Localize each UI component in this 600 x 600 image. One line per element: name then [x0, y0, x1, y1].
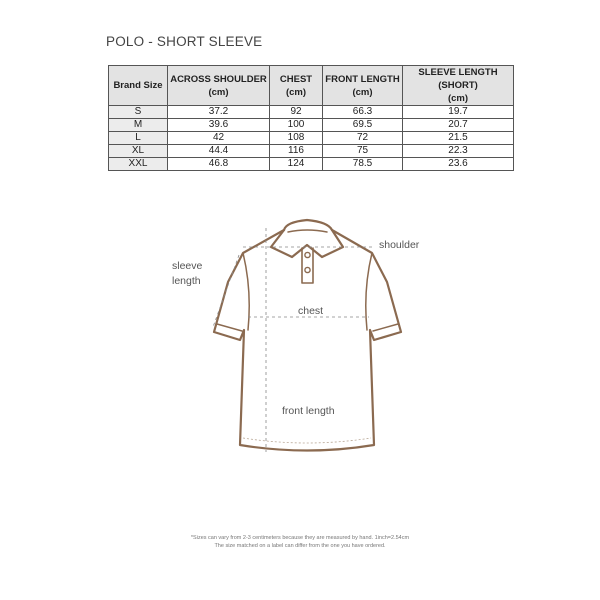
header-unit: (cm) — [208, 86, 229, 98]
header-unit: (cm) — [285, 86, 307, 98]
cell-chest: 124 — [270, 158, 323, 171]
cell-chest: 92 — [270, 106, 323, 119]
polo-button-top — [305, 252, 310, 257]
cell-front-length: 69.5 — [323, 119, 403, 132]
left-armhole-seam — [243, 253, 249, 330]
right-armhole-seam — [366, 253, 372, 330]
cell-brand-size: XXL — [109, 158, 168, 171]
cell-front-length: 75 — [323, 145, 403, 158]
cell-sleeve-length: 21.5 — [403, 132, 514, 145]
header-label: CHEST — [279, 73, 313, 85]
footnote-line-2: The size matched on a label can differ from the one you have ordered. — [214, 543, 386, 549]
footnote-line-1: *Sizes can vary from 2-3 centimeters because they are measured by hand. 1inch=2.54cm — [190, 535, 410, 541]
sleeve-label-line2: length — [172, 275, 201, 287]
cell-front-length: 78.5 — [323, 158, 403, 171]
cell-brand-size: XL — [109, 145, 168, 158]
header-label: ACROSS SHOULDER — [170, 73, 267, 85]
cell-brand-size: S — [109, 106, 168, 119]
cell-brand-size: M — [109, 119, 168, 132]
cell-sleeve-length: 19.7 — [403, 106, 514, 119]
cell-across-shoulder: 44.4 — [168, 145, 270, 158]
header-label: FRONT LENGTH — [325, 73, 400, 85]
header-label: Brand Size — [113, 80, 163, 91]
header-unit: (cm) — [352, 86, 373, 98]
cell-chest: 100 — [270, 119, 323, 132]
cell-front-length: 72 — [323, 132, 403, 145]
left-sleeve-cuff — [217, 324, 242, 331]
cell-across-shoulder: 39.6 — [168, 119, 270, 132]
polo-hem-stitch — [243, 438, 371, 443]
sleeve-length-guide-line — [213, 255, 239, 327]
cell-across-shoulder: 37.2 — [168, 106, 270, 119]
right-sleeve-cuff — [373, 324, 398, 331]
header-label: SLEEVE LENGTH (SHORT) — [418, 67, 498, 91]
cell-sleeve-length: 23.6 — [403, 158, 514, 171]
polo-placket — [302, 248, 313, 283]
cell-across-shoulder: 46.8 — [168, 158, 270, 171]
cell-chest: 116 — [270, 145, 323, 158]
polo-collar-band — [288, 230, 327, 232]
cell-across-shoulder: 42 — [168, 132, 270, 145]
polo-collar — [271, 220, 343, 257]
page-title: POLO - SHORT SLEEVE — [106, 34, 263, 49]
cell-brand-size: L — [109, 132, 168, 145]
header-unit: (cm) — [447, 93, 469, 104]
cell-sleeve-length: 20.7 — [403, 119, 514, 132]
cell-sleeve-length: 22.3 — [403, 145, 514, 158]
shoulder-label: shoulder — [379, 239, 420, 251]
cell-front-length: 66.3 — [323, 106, 403, 119]
chest-label: chest — [298, 305, 324, 317]
polo-body-outline — [214, 230, 401, 451]
cell-chest: 108 — [270, 132, 323, 145]
polo-button-bottom — [305, 267, 310, 272]
sleeve-label-line1: sleeve — [172, 260, 203, 272]
front-length-label: front length — [282, 405, 335, 417]
